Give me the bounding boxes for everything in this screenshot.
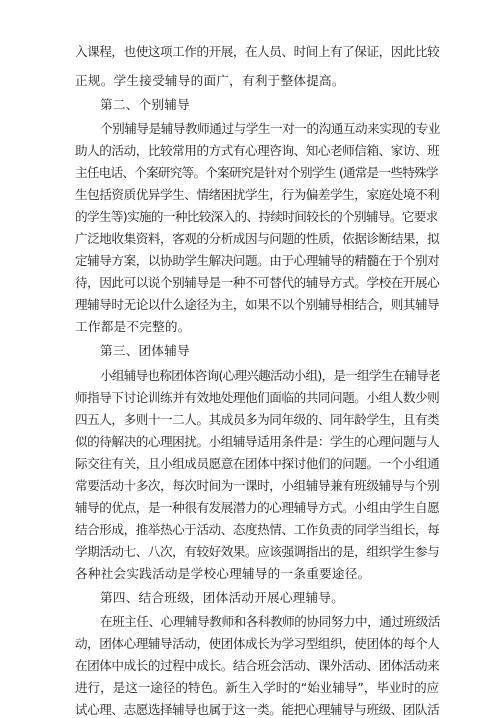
body-text-line: 广泛地收集资料，客观的分析成因与问题的性质，依据诊断结果，拟 bbox=[75, 231, 440, 246]
paragraph-first-line: 小组辅导也称团体咨询(心理兴趣活动小组)，是一组学生在辅导老 bbox=[100, 368, 440, 383]
body-text-line: 工作都是不完整的。 bbox=[75, 319, 191, 334]
body-text-line: 生包括资质优异学生、情绪困扰学生，行为偏差学生，家庭处境不利 bbox=[75, 187, 440, 202]
section-heading: 第二、个别辅导 bbox=[100, 97, 190, 112]
body-text-line: 动，团体心理辅导活动，使团体成长为学习型组织，使团体的每个人 bbox=[75, 636, 440, 651]
body-text-line: 师指导下讨论训练并有效地处理他们面临的共同问题。小组人数少则 bbox=[75, 390, 440, 405]
section-heading: 第四、结合班级，团体活动开展心理辅导。 bbox=[100, 590, 345, 605]
body-text-line: 待，因此可以说个别辅导是一种不可替代的辅导方式。学校在开展心 bbox=[75, 275, 440, 290]
body-text-line: 主任电话、个案研究等。个案研究是针对个别学生 (通常是一些特殊学 bbox=[75, 165, 438, 180]
body-text-line: 各种社会实践活动是学校心理辅导的一条重要途径。 bbox=[75, 566, 371, 581]
paragraph-first-line: 在班主任、心理辅导教师和各科教师的协同努力中，通过班级活 bbox=[100, 614, 441, 629]
body-text-line: 助人的活动，比较常用的方式有心理咨询、知心老师信箱、家访、班 bbox=[75, 143, 440, 158]
body-text-line: 进行，是这一途径的特色。新生入学时的“始业辅导”，毕业时的应 bbox=[75, 680, 440, 695]
section-heading: 第三、团体辅导 bbox=[100, 343, 190, 358]
body-text-line: 正规。学生接受辅导的面广，有利于整体提高。 bbox=[75, 73, 345, 88]
body-text-line: 入课程，也使这项工作的开展，在人员、时间上有了保证，因此比较 bbox=[75, 44, 440, 59]
body-text-line: 四五人，多则十一二人。其成员多为同年级的、同年龄学生，且有类 bbox=[75, 412, 440, 427]
body-text-line: 的学生等)实施的一种比较深入的、持续时间较长的个别辅导。它要求 bbox=[75, 209, 438, 224]
body-text-line: 似的待解决的心理困扰。小组辅导适用条件是：学生的心理问题与人 bbox=[75, 434, 440, 449]
body-text-line: 理辅导时无论以什么途径为主，如果不以个别辅导相结合，则其辅导 bbox=[75, 297, 440, 312]
body-text-line: 定辅导方案，以协助学生解决问题。由于心理辅导的精髓在于个别对 bbox=[75, 253, 440, 268]
body-text-line: 际交往有关，且小组成员愿意在团体中探讨他们的问题。一个小组通 bbox=[75, 456, 440, 471]
body-text-line: 辅导的优点，是一种很有发展潜力的心理辅导方式。小组由学生自愿 bbox=[75, 500, 440, 515]
body-text-line: 结合形成，推举热心于活动、态度热情、工作负责的同学当组长，每 bbox=[75, 522, 440, 537]
body-text-line: 学期活动七、八次，有较好效果。应该强调指出的是，组织学生参与 bbox=[75, 544, 440, 559]
body-text-line: 试心理、志愿选择辅导也属于这一类。能把心理辅导与班级、团队活 bbox=[75, 702, 440, 717]
body-text-line: 常要活动十多次，每次时间为一课时，小组辅导兼有班级辅导与个别 bbox=[75, 478, 440, 493]
body-text-line: 在团体中成长的过程中成长。结合班会活动、课外活动、团体活动来 bbox=[75, 658, 440, 673]
paragraph-first-line: 个别辅导是辅导教师通过与学生一对一的沟通互动来实现的专业 bbox=[100, 121, 441, 136]
